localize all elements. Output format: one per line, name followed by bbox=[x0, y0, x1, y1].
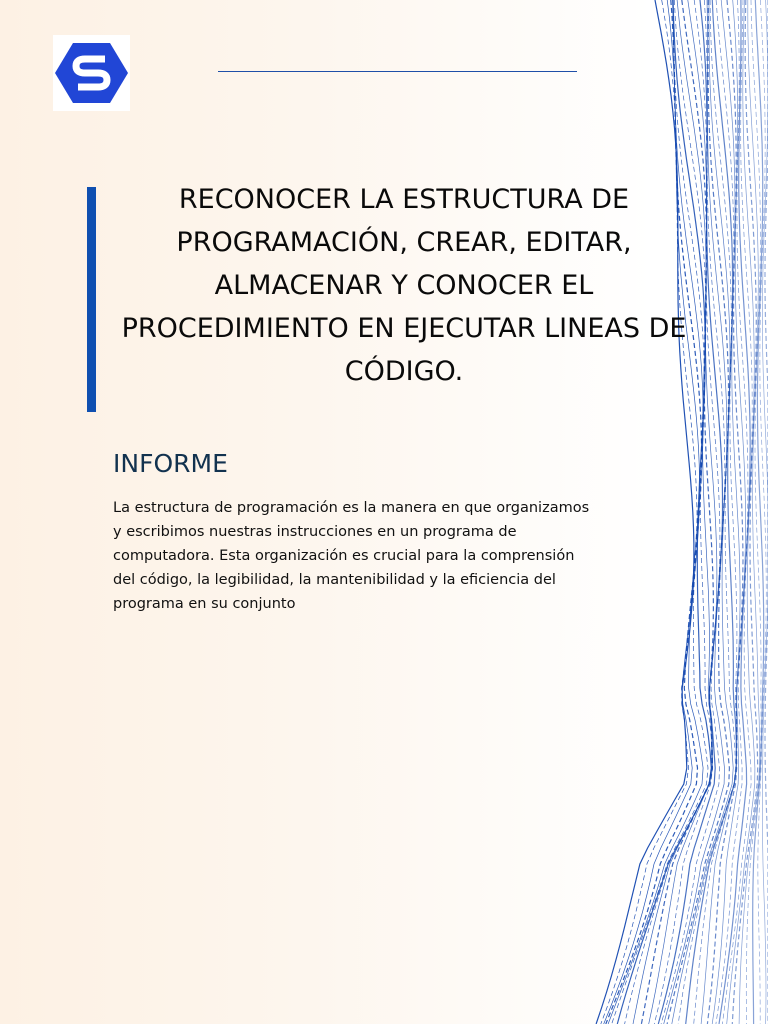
section-heading: INFORME bbox=[113, 449, 228, 478]
wave-line bbox=[596, 0, 694, 1024]
logo bbox=[53, 35, 130, 111]
wave-line bbox=[716, 0, 748, 1024]
hexagon-s-logo-icon bbox=[53, 35, 130, 111]
body-paragraph: La estructura de programación es la manera en que organizamos y escribimos nuestras instrucciones en un programa de computadora. Esta organización es crucial para la comprensión del código, la legibilidad, la mantenibilidad y la eficiencia del programa en su conjunto bbox=[113, 500, 590, 612]
wave-line bbox=[606, 0, 702, 1024]
wave-line bbox=[612, 0, 708, 1024]
document-title: RECONOCER LA ESTRUCTURA DE PROGRAMACIÓN, CREAR, EDITAR, ALMACENAR Y CONOCER EL PROCEDIMIENTO EN EJECUTAR LINEAS DE CÓDIGO. bbox=[121, 184, 687, 387]
title-accent-bar bbox=[87, 187, 96, 412]
top-divider-line bbox=[218, 71, 577, 72]
